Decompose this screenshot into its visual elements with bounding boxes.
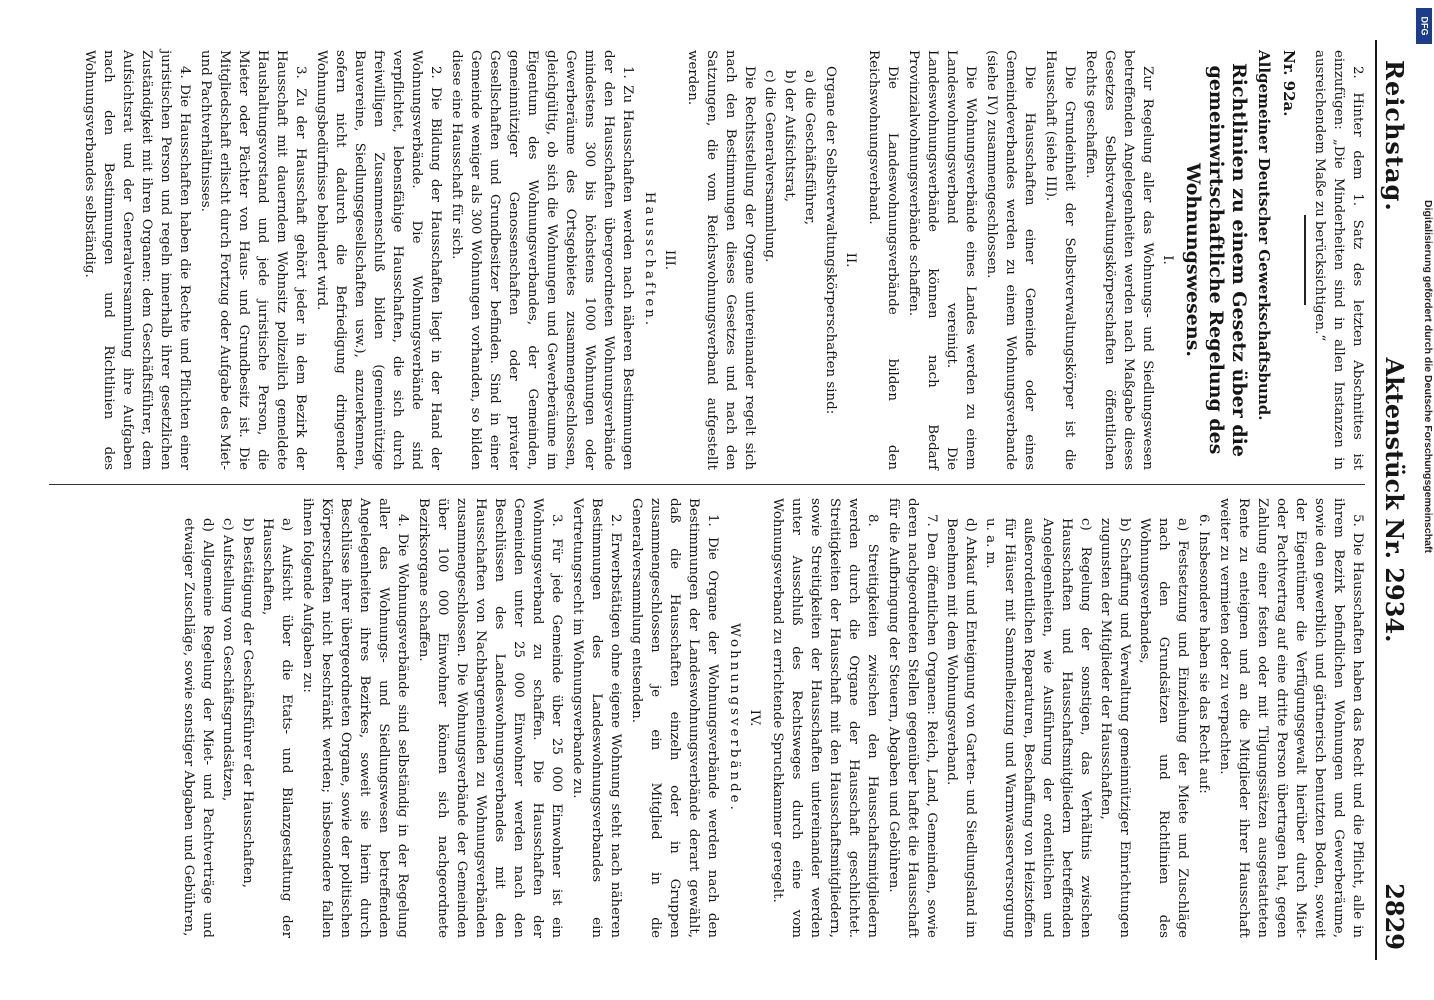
list-item: c) Aufstellung von Geschäftsgrundsätzen, <box>220 518 235 802</box>
organization-name: Allgemeiner Deutscher Gewerkschaftsbund. <box>1255 50 1273 421</box>
page-number: 2829 <box>1380 883 1409 950</box>
document-title: Richtlinien zu einem Gesetz über die gemeinwirtschaftliche Regelung des Wohnungswesens. <box>1182 63 1250 457</box>
header-title: Aktenstück Nr. 2934. <box>1380 357 1409 643</box>
digitization-note-text: Digitalisierung gefördert durch die Deutsche Forschungsgemeinschaft <box>1422 200 1434 553</box>
page-header <box>1375 40 1417 960</box>
paragraph: 7. Den öffentlichen Organen: Reich, Land, Gemeinden, sowie deren nachgeordneten Stellen gegenüber haftet die Hausschaft für die Aufbringung der Steuern, Abgaben und Gebühren. <box>886 498 939 938</box>
paragraph: 5. Die Hausschaften haben das Recht und die Pflicht, alle in ihrem Bezirk befindlichen Wohnungen und Gewerberäume, sowie den gewerblich und gärtnerisch benutzten Boden, soweit der Eigentümer die Verfügungsgewalt hierüber durch Miet- oder Pachtvertrag auf eine dritte Person übertragen hat, gegen Zahlung einer festen oder mit Tilgungssätzen ausgestatteten Rente zu enteignen und an die Mitglieder ihrer Hausschaft weiter zu vermieten oder zu verpachten. <box>1217 498 1365 938</box>
separator-rule <box>1304 215 1306 305</box>
list-item: b) der Aufsichtsrat, <box>782 70 797 203</box>
header-left: Reichstag. <box>1380 60 1409 212</box>
dfg-logo: DFG <box>1416 8 1432 44</box>
paragraph: Organe der Selbstverwaltungskörperschaften sind: <box>823 66 838 415</box>
list-item: c) Regelung der sonstigen, das Verhältnis zwischen Hausschaften und Hausschaftsmitgliedern betreffenden Angelegenheiten, wie Ausführung der ordentlichen und außerordentlichen Reparaturen, Beschaffung von Heizstoffen für Häuser mit Sammelheizung und Warmwasserversorgung u. a. m. <box>983 518 1093 938</box>
list-item: b) Schaffung und Verwaltung gemeinnütziger Einrichtungen zugunsten der Mitglieder der Hausschaften, <box>1098 518 1132 938</box>
document-number: Nr. 92a. <box>1280 50 1298 117</box>
paragraph: 1. Die Organe der Wohnungsverbände werden nach den Bestimmungen der Landeswohnungsverbände derart gewählt, daß die Hausschaften einzeln oder in Gruppen zusammengeschlossen je ein Mitglied in die Generalversammlung entsenden. <box>629 498 720 938</box>
left-column <box>47 50 1367 470</box>
paragraph: 2. Erwerbstätigen ohne eigene Wohnung steht nach näheren Bestimmungen des Landeswohnungsverbandes ein Vertretungsrecht im Wohnungsverbande zu. <box>570 498 623 938</box>
list-item: a) Aufsicht über die Etats- und Bilanzgestaltung der Hausschaften, <box>260 518 294 938</box>
paragraph: 3. Zu der Hausschaft gehört jeder in dem Bezirk der Hausschaft mit dauerndem Wohnsitz polizeilich gemeldete Haushaltungsvorstand und jede juristische Person, die Mieter oder Pächter von Haus- und Grundbesitz ist. Die Mitgliedschaft erlischt durch Fortzug oder Aufgabe des Miet- und Pachtverhältnisses. <box>198 50 308 470</box>
list-item: c) die Generalversammlung. <box>762 70 777 263</box>
document-page <box>37 30 1427 970</box>
section-numeral: I. <box>1160 255 1175 265</box>
list-item: d) Allgemeine Regelung der Miet- und Pachtverträge und etwaiger Zuschläge, sowie sonstiger Abgaben und Gebühren, <box>181 518 215 938</box>
section-numeral: II. <box>843 252 858 268</box>
paragraph: 4. Die Hausschaften haben die Rechte und Pflichten einer juristischen Person und regeln innerhalb ihrer gesetzlichen Zuständigkeit mit ihren Organen: dem Geschäftsführer, dem Aufsichtsrat und der Generalversammlung ihre Aufgaben nach den Bestimmungen und Richtlinien des Wohnungsverbandes selbständig. <box>82 50 192 470</box>
right-column <box>47 498 1367 938</box>
paragraph: Die Hausschaften einer Gemeinde oder eines Gemeindeverbandes werden zu einem Wohnungsverbande (siehe IV) zusammengeschlossen. <box>984 50 1037 470</box>
paragraph: Die Rechtsstellung der Organe untereinander regelt sich nach den Bestimmungen dieses Gesetzes und nach den Satzungen, die vom Reichswohnungsverband aufgestellt werden. <box>685 50 757 470</box>
paragraph: 6. Insbesondere haben sie das Recht auf: <box>1196 514 1211 794</box>
section-numeral: III. <box>662 249 677 271</box>
paragraph: 3. Für jede Gemeinde über 25 000 Einwohner ist ein Wohnungsverband zu schaffen. Die Hausschaften der Gemeinden unter 25 000 Einwohner werden nach den Beschlüssen des Landeswohnungsverbandes mit den Hausschaften von Nachbargemeinden zu Wohnungsverbänden zusammengeschlossen. Die Wohnungsverbände der Gemeinden über 100 000 Einwohner können sich nachgeordnete Bezirksorgane schaffen. <box>416 498 564 938</box>
paragraph: 2. Die Bildung der Hausschaften liegt in der Hand der Wohnungsverbände. Die Wohnungsverbände sind verpflichtet, lebensfähige Hausschaften, die sich durch freiwilligen Zusammenschluß bilden (gemeinnützige Bauvereine, Siedlungsgesellschaften usw.), anzuerkennen, sofern nicht dadurch die Befriedigung dringender Wohnungsbedürfnisse behindert wird. <box>314 50 443 470</box>
paragraph: 2. Hinter dem 1. Satz des letzten Abschnittes ist einzufügen: „Die Minderheiten sind in allen Instanzen in ausreichendem Maße zu berücksichtigen.“ <box>1312 50 1365 470</box>
section-numeral: IV. <box>747 709 762 727</box>
paragraph: Die Wohnungsverbände eines Landes werden zu einem Landeswohnungsverband vereinigt. Die Landeswohnungsverbände können nach Bedarf Provinzialwohnungsverbände schaffen. <box>906 50 978 470</box>
paragraph: 8. Streitigkeiten zwischen den Hausschaftsmitgliedern werden durch die Organe der Hausschaft geschlichtet. Streitigkeiten der Hausschaft mit den Hausschaftsmitgliedern, sowie Streitigkeiten der Hausschaften untereinander werden unter Ausschluß des Rechtsweges durch eine vom Wohnungsverband zu errichtende Spruchkammer geregelt. <box>770 498 880 938</box>
list-item: a) Festsetzung und Einziehung der Miete und Zuschläge nach den Grundsätzen und Richtlinien des Wohnungsverbandes, <box>1137 518 1190 938</box>
section-title: Hausschaften. <box>642 191 657 329</box>
paragraph: 1. Zu Hausschaften werden nach näheren Bestimmungen der den Hausschaften übergeordneten Wohnungsverbände mindestens 300 bis höchstens 1000 Wohnungen oder Gewerberäume des Ortsgebietes zusammengeschlossen, gleichgültig, ob sich die Wohnungen und Gewerberäume im Eigentum des Wohnungsverbandes, der Gemeinden, gemeinnütziger Genossenschaften oder privater Gesellschaften und Grundbesitzer befinden. Sind in einer Gemeinde weniger als 300 Wohnungen vorhanden, so bilden diese eine Hausschaft für sich. <box>449 50 635 470</box>
paragraph: Die Grundeinheit der Selbstverwaltungskörper ist die Hausschaft (siehe III). <box>1043 50 1077 470</box>
column-divider <box>49 484 1365 485</box>
paragraph: Zur Regelung aller das Wohnungs- und Siedlungswesen betreffenden Angelegenheiten werden nach Maßgabe dieses Gesetzes Selbstverwaltungskörperschaften öffentlichen Rechts geschaffen. <box>1083 50 1155 470</box>
section-title: Wohnungsverbände. <box>727 623 742 813</box>
list-item: b) Bestätigung der Geschäftsführer der Hausschaften, <box>240 518 255 888</box>
paragraph: Die Landeswohnungsverbände bilden den Reichswohnungsverband. <box>866 50 900 470</box>
list-item: d) Ankauf und Enteignung von Garten- und Siedlungsland im Benehmen mit dem Wohnungsverband. <box>944 518 978 938</box>
list-item: a) die Geschäftsführer, <box>802 70 817 226</box>
paragraph: 4. Die Wohnungsverbände sind selbständig in der Regelung aller das Wohnungs- und Siedlungswesen betreffenden Angelegenheiten ihres Bezirkes, soweit sie hierin durch Beschlüsse ihrer übergeordneten Organe, sowie der politischen Körperschaften nicht beschränkt werden; insbesondere fallen ihnen folgende Aufgaben zu: <box>300 498 410 938</box>
